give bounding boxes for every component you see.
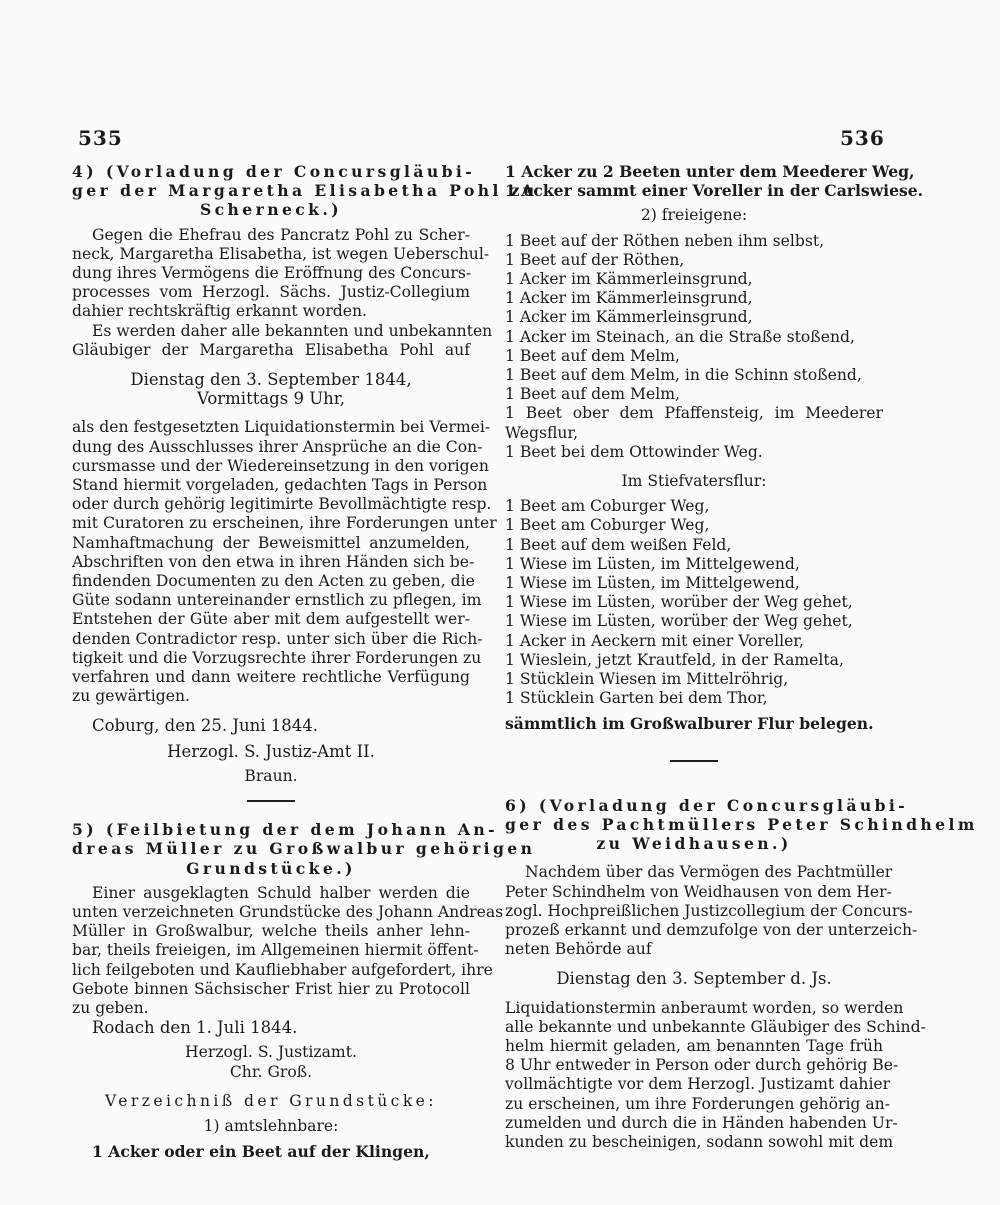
notice-4 [72,162,538,786]
list-item: 1 Acker in Aeckern mit einer Voreller, [505,631,804,650]
notice-heading: Grundstücke.) [186,858,356,878]
text-line: 8 Uhr entweder in Person oder durch gehörig Be- [505,1056,899,1075]
text-line: prozeß erkannt und demzufolge von der unterzeich- [505,920,918,939]
list-item: 1 Beet auf der Röthen, [505,250,685,269]
text-line: oder durch gehörig legitimirte Bevollmächtigte resp. [72,495,492,514]
text-line: bar, theils freieigen, im Allgemeinen hiermit öffent- [72,941,479,960]
separator-rule [670,760,718,762]
text-line: unten verzeichneten Grundstücke des Johann Andreas [72,902,504,921]
list-item: 1 Beet bei dem Ottowinder Weg. [505,442,763,461]
text-line: zu geben. [72,998,149,1017]
list-item-continuation: Wegsflur, [505,423,579,442]
text-line: Nachdem über das Vermögen des Pachtmüller [525,863,893,882]
list-item: 1 Wiese im Lüsten, worüber der Weg gehet, [505,612,853,631]
list-item: 1 Wiese im Lüsten, im Mittelgewend, [505,554,800,573]
list-item: 1 Wiese im Lüsten, worüber der Weg gehet, [505,593,853,612]
page-number-left: 535 [78,126,123,150]
text-line: Stand hiermit vorgeladen, gedachten Tags in Person [72,476,488,495]
list-item: 1 Stücklein Garten bei dem Thor, [505,689,768,708]
text-line: dung ihres Vermögens die Eröffnung des Concurs- [72,264,472,283]
notice-heading: Scherneck.) [200,200,342,220]
text-line: denden Contradictor resp. unter sich über die Rich- [72,629,483,648]
list-item: 1 Beet auf der Röthen neben ihm selbst, [505,231,825,250]
list-item: 1 Beet auf dem Melm, [505,385,680,404]
list-item: 1 Stücklein Wiesen im Mittelröhrig, [505,670,789,689]
item-list [505,232,883,462]
text-line: processes vom Herzogl. Sächs. Justiz-Collegium [72,283,470,302]
list-item: 1 Beet auf dem Melm, [505,346,680,365]
text-line: als den festgesetzten Liquidationstermin bei Vermei- [72,418,491,437]
list-item: 1 Beet auf dem weißen Feld, [505,535,732,554]
text-line: dahier rechtskräftig erkannt worden. [72,302,367,321]
text-line: lich feilgeboten und Kaufliebhaber aufgefordert, ihre [72,960,493,979]
text-line: Gebote binnen Sächsischer Frist hier zu Protocoll [72,979,470,998]
list-item: 1 Wieslein, jetzt Krautfeld, in der Ramelta, [505,650,844,669]
text-line: Es werden daher alle bekannten und unbekannten [92,321,493,340]
text-line: Müller in Großwalbur, welche theils anher lehn- [72,922,470,941]
list-subheading: Im Stiefvatersflur: [621,472,767,491]
text-line: Abschriften von den etwa in ihren Händen sich be- [72,552,475,571]
text-line: mit Curatoren zu erscheinen, ihre Forderungen unter [72,514,497,533]
notice-heading: ger des Pachtmüllers Peter Schindhelm [505,814,978,834]
text-line: kunden zu bescheinigen, sodann sowohl mit dem [505,1132,894,1151]
notice-heading: 4) (Vorladung der Concursgläubi- [72,162,476,181]
notice-heading: dreas Müller zu Großwalbur gehörigen [72,839,536,859]
authority: Herzogl. S. Justizamt. [185,1043,357,1062]
list-title: Verzeichniß der Grundstücke: [105,1091,437,1110]
text-line: neten Behörde auf [505,940,652,959]
text-line: Namhaftmachung der Beweismittel anzumelden, [72,533,470,552]
notice-heading: 5) (Feilbietung der dem Johann An- [72,820,499,840]
list-item: 1 Wiese im Lüsten, im Mittelgewend, [505,574,800,593]
text-line: Gegen die Ehefrau des Pancratz Pohl zu Scher- [92,225,470,244]
text-line: Peter Schindhelm von Weidhausen von dem Her- [505,882,892,901]
text-line: findenden Documenten zu den Acten zu geben, die [72,572,475,591]
list-item: 1 Beet am Coburger Weg, [505,516,710,535]
notice-5 [72,820,536,1162]
notice-heading: 6) (Vorladung der Concursgläubi- [505,795,909,815]
text-line: zu gewärtigen. [72,687,190,706]
date-line: Dienstag den 3. September d. Js. [556,969,832,989]
list-item: 1 Acker sammt einer Voreller in der Carlswiese. [505,181,924,201]
closing-line: sämmtlich im Großwalburer Flur belegen. [505,714,874,734]
text-line: Einer ausgeklagten Schuld halber werden die [92,883,470,902]
list-item: 1 Beet auf dem Melm, in die Schinn stoßend, [505,366,862,385]
text-line: Gläubiger der Margaretha Elisabetha Pohl auf [72,340,470,359]
text-line: verfahren und dann weitere rechtliche Verfügung [72,668,470,687]
item-list [505,497,883,708]
text-line: tigkeit und die Vorzugsrechte ihrer Forderungen zu [72,648,482,667]
list-item: 1 Acker zu 2 Beeten unter dem Meederer Weg, [505,162,915,181]
text-line: cursmasse und der Wiedereinsetzung in den vorigen [72,456,489,475]
place-date: Rodach den 1. Juli 1844. [92,1018,298,1038]
text-line: neck, Margaretha Elisabetha, ist wegen Ueberschul- [72,244,490,263]
text-line: vollmächtigte vor dem Herzogl. Justizamt dahier [505,1075,891,1094]
list-item: 1 Acker im Kämmerleinsgrund, [505,289,753,308]
date-line: Vormittags 9 Uhr, [196,389,346,409]
text-line: zumelden und durch die in Händen habenden Ur- [505,1113,898,1132]
authority: Herzogl. S. Justiz-Amt II. [167,741,375,761]
text-line: zu erscheinen, um ihre Forderungen gehörig an- [505,1094,890,1113]
notice-heading: zu Weidhausen.) [596,834,792,854]
signer: Chr. Groß. [229,1062,313,1081]
text-line: Liquidationstermin anberaumt worden, so werden [505,998,904,1017]
date-line: Dienstag den 3. September 1844, [130,370,412,390]
separator-rule [247,800,295,802]
list-item: 1 Acker im Kämmerleinsgrund, [505,270,753,289]
notice-heading: ger der Margaretha Elisabetha Pohl zu [72,181,538,201]
list-item: 1 Beet am Coburger Weg, [505,497,710,516]
list-item: 1 Acker oder ein Beet auf der Klingen, [92,1142,430,1162]
text-line: dung des Ausschlusses ihrer Ansprüche an die Con- [72,437,483,456]
list-item: 1 Acker im Kämmerleinsgrund, [505,308,753,327]
list-item: 1 Acker im Steinach, an die Straße stoßend, [505,327,855,346]
signer: Braun. [244,766,298,785]
text-line: helm hiermit geladen, am benannten Tage früh [505,1036,883,1055]
list-item: 1 Beet ober dem Pfaffensteig, im Meederer [505,404,883,423]
notice-6 [505,795,978,1152]
right-column [505,162,978,1152]
text-line: Entstehen der Güte aber mit dem aufgestellt wer- [72,610,470,629]
text-line: zogl. Hochpreißlichen Justizcollegium der Concurs- [505,901,913,920]
page-number-right: 536 [840,126,885,150]
place-date: Coburg, den 25. Juni 1844. [92,716,318,736]
list-subheading: 2) freieigene: [640,206,748,225]
text-line: alle bekannte und unbekannte Gläubiger des Schind- [505,1017,926,1036]
left-column [72,162,538,1162]
text-line: Güte sodann untereinander ernstlich zu pflegen, im [72,591,482,610]
list-subheading: 1) amtslehnbare: [203,1116,339,1135]
